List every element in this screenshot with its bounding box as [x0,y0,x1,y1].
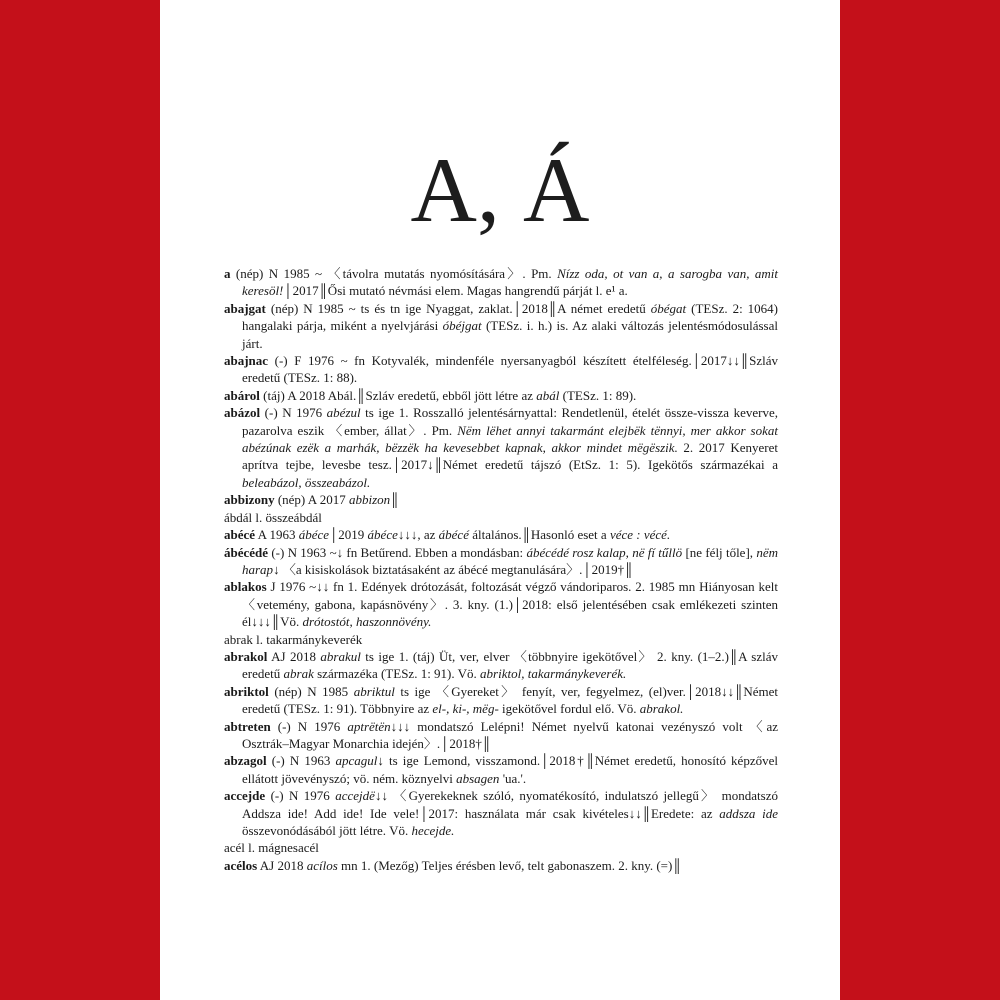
dictionary-entries [224,265,778,874]
entry-text: ts ige 1. (táj) Üt, ver, elver 〈többnyire igekötővel〉 2. kny. (1–2.)║A szláv eredetű [242,648,779,682]
entry-text: ts ige 〈Gyereket〉 fenyít, ver, fegyelmez, (el)ver.│2018↓↓║Német eredetű (TESz. 1: 91). Többnyire az [242,683,778,717]
entry-text: ↓ ts ige Lemond, visszamond.│2018†║Német eredetű, honosító képzővel ellátott jövevényszó; vö. ném. köznyelvi [242,753,778,786]
entry-headword: abrakol [224,648,268,664]
entry-text: ↓↓↓ mondatszó Lelépni! Német nyelvű katonai vezényszó volt 〈az Osztrák–Magyar Monarchia idején〉.│2018†║ [242,718,778,751]
entry-italic-text: abriktul [353,683,395,699]
entry-headword: abécé [224,527,256,543]
entry-italic-text: ábécé [438,527,469,543]
entry-headword: abárol [224,387,260,403]
entry-text: (nép) N 1985 ~ 〈távolra mutatás nyomósítására〉. Pm. [230,266,558,281]
entry-text: (táj) A 2018 Abál.║Szláv eredetű, ebből jött létre az [259,387,537,403]
entry-italic-text: beleabázol, összeabázol. [242,474,371,490]
entry-text: származéka (TESz. 1: 91). Vö. [313,666,481,682]
entry-italic-text: abézul [326,405,361,421]
dictionary-page [160,0,840,1000]
entry-headword: ábécédé [224,544,269,560]
entry-italic-text: abál [536,387,560,403]
entry-text: ábdál l. összeábdál [224,509,322,525]
dictionary-entry [224,352,778,387]
entry-text: ts ige 1. Rosszalló jelentésárnyattal: Rendetlenül, ételét össze-vissza keverve, pazarolva eszik 〈ember, állat〉. Pm. [242,405,778,438]
entry-italic-text: aptrëtën [347,718,391,734]
entry-italic-text: nëm harap [242,544,778,577]
entry-italic-text: acílos [306,857,338,873]
entry-text: (TESz. i. h.) is. Az alaki változás jelentésmódosulással járt. [242,318,778,351]
entry-text: ↓↓↓, az [397,527,439,543]
entry-text: AJ 2018 [257,857,307,873]
entry-text: (-) N 1963 ~↓ fn Betűrend. Ebben a mondásban: [268,544,527,560]
entry-text: acél l. mágnesacél [224,840,319,856]
cross-reference-entry [224,631,778,648]
entry-headword: abbizony [224,492,275,508]
entry-italic-text: abbizon [348,492,391,508]
entry-italic-text: addsza ide [719,805,778,821]
entry-italic-text: abriktol, takarmánykeverék. [480,666,627,682]
entry-text: J 1976 ~↓↓ fn 1. Edények drótozását, foltozását végző vándoriparos. 2. 1985 mn Hiányosan kelt 〈vetemény, gabona, kapásnövény〉. 3. kny. (1.)│2018: első jelentésében csak emlékezeti szinten él↓↓↓║Vö. [242,579,778,630]
entry-italic-text: abrak [283,666,314,682]
entry-text: │2019 [329,527,368,543]
dictionary-entry [224,404,778,491]
entry-text: │2017║Ősi mutató névmási elem. Magas hangrendű párját l. e¹ a. [283,283,628,299]
entry-headword: a [224,266,231,281]
cross-reference-entry [224,509,778,526]
entry-text: (nép) N 1985 ~ ts és tn ige Nyaggat, zaklat.│2018║A német eredetű [265,300,651,316]
entry-text: AJ 2018 [267,648,321,664]
entry-italic-text: óbéjgat [442,318,482,334]
entry-headword: acélos [224,857,258,873]
entry-italic-text: ábéce [367,527,398,543]
entry-headword: accejde [224,788,266,804]
dictionary-entry [224,578,778,630]
entry-text: mn 1. (Mezőg) Teljes érésben levő, telt gabonaszem. 2. kny. (=)║ [337,857,682,873]
entry-italic-text: drótostót, haszonnövény. [302,614,432,630]
dictionary-entry [224,387,778,404]
entry-italic-text: hecejde. [411,823,455,838]
entry-headword: abajgat [224,300,266,316]
dictionary-entry [224,787,778,839]
entry-headword: abázol [224,405,261,421]
dictionary-entry [224,718,778,753]
dictionary-entry [224,300,778,352]
entry-headword: abtreten [224,718,271,734]
entry-text: 2. 2017 Kenyeret aprítva tejbe, levesbe tesz.│2017↓║Német eredetű tájszó (EtSz. 1: 5). Igekötős származékai a [242,440,779,473]
entry-italic-text: óbégat [650,300,687,316]
entry-italic-text: véce : vécé. [609,527,671,543]
entry-text: (nép) A 2017 [274,492,349,508]
entry-text: [ne félj tőle], [682,544,757,560]
entry-text: (-) N 1976 [270,718,348,734]
entry-italic-text: apcagul [335,753,378,769]
entry-text: A 1963 [255,527,299,543]
dictionary-entry [224,857,778,874]
entry-italic-text: accejdë [335,788,375,804]
entry-text: (nép) N 1985 [268,683,354,699]
dictionary-entry [224,491,778,508]
dictionary-entry [224,683,778,718]
entry-text: (TESz. 1: 89). [559,387,637,403]
entry-headword: abriktol [224,683,269,699]
section-letter-heading: A, Á [410,139,590,241]
dictionary-entry [224,752,778,787]
entry-text: (-) F 1976 ~ fn Kotyvalék, mindenféle nyersanyagból készített ételféleség.│2017↓↓║Szláv eredetű (TESz. 1: 88). [242,353,778,386]
dictionary-entry [224,648,778,683]
entry-text: (TESz. 2: 1064) hangalaki párja, miként a nyelvjárási [242,300,779,334]
entry-text: ║ [390,492,400,508]
entry-text: általános.║Hasonló eset a [468,527,610,543]
entry-text: abrak l. takarmánykeverék [224,631,363,647]
entry-text: összevonódásából jött létre. Vö. [242,823,412,838]
entry-text: (-) N 1976 [260,405,327,421]
dictionary-entry [224,544,778,579]
entry-text: 'ua.'. [499,770,527,786]
entry-italic-text: absagen [456,770,500,786]
entry-text: ↓↓ 〈Gyerekeknek szóló, nyomatékosító, indulatszó jellegű〉 mondatszó Addsza ide! Add ide! Ide vele!│2017: használata már csak kivételes↓↓║Eredete: az [242,788,778,821]
entry-text: (-) N 1976 [265,788,336,804]
cross-reference-entry [224,839,778,856]
entry-italic-text: abrakul [320,648,361,664]
entry-italic-text: Nízz oda, ot van a, a sarogba van, amit keresöl! [242,266,778,299]
entry-italic-text: ábécédé rosz kalap, në fí tűllö [526,544,683,560]
entry-text: ↓ 〈a kisiskolások biztatásaként az ábécé megtanulására〉.│2019†║ [273,561,634,577]
entry-italic-text: Nëm lëhet annyi takarmánt elejbëk tënnyi, mer akkor sokat abézúnak ezëk a marhák, bëzzëk ha kevesebbet kapnak, akkor mindet mëgëszik. [242,422,778,456]
left-red-band [0,0,160,1000]
entry-headword: abzagol [224,753,267,769]
entry-headword: ablakos [224,579,267,595]
entry-italic-text: ábéce [298,527,330,543]
entry-italic-text: abrakol. [639,701,684,717]
entry-italic-text: el-, ki-, mëg- [432,701,499,717]
dictionary-entry [224,265,778,300]
right-red-band [840,0,1000,1000]
entry-headword: abajnac [224,353,269,369]
entry-text: igekötővel fordul elő. Vö. [498,701,640,717]
entry-text: (-) N 1963 [266,753,336,769]
dictionary-entry [224,526,778,543]
